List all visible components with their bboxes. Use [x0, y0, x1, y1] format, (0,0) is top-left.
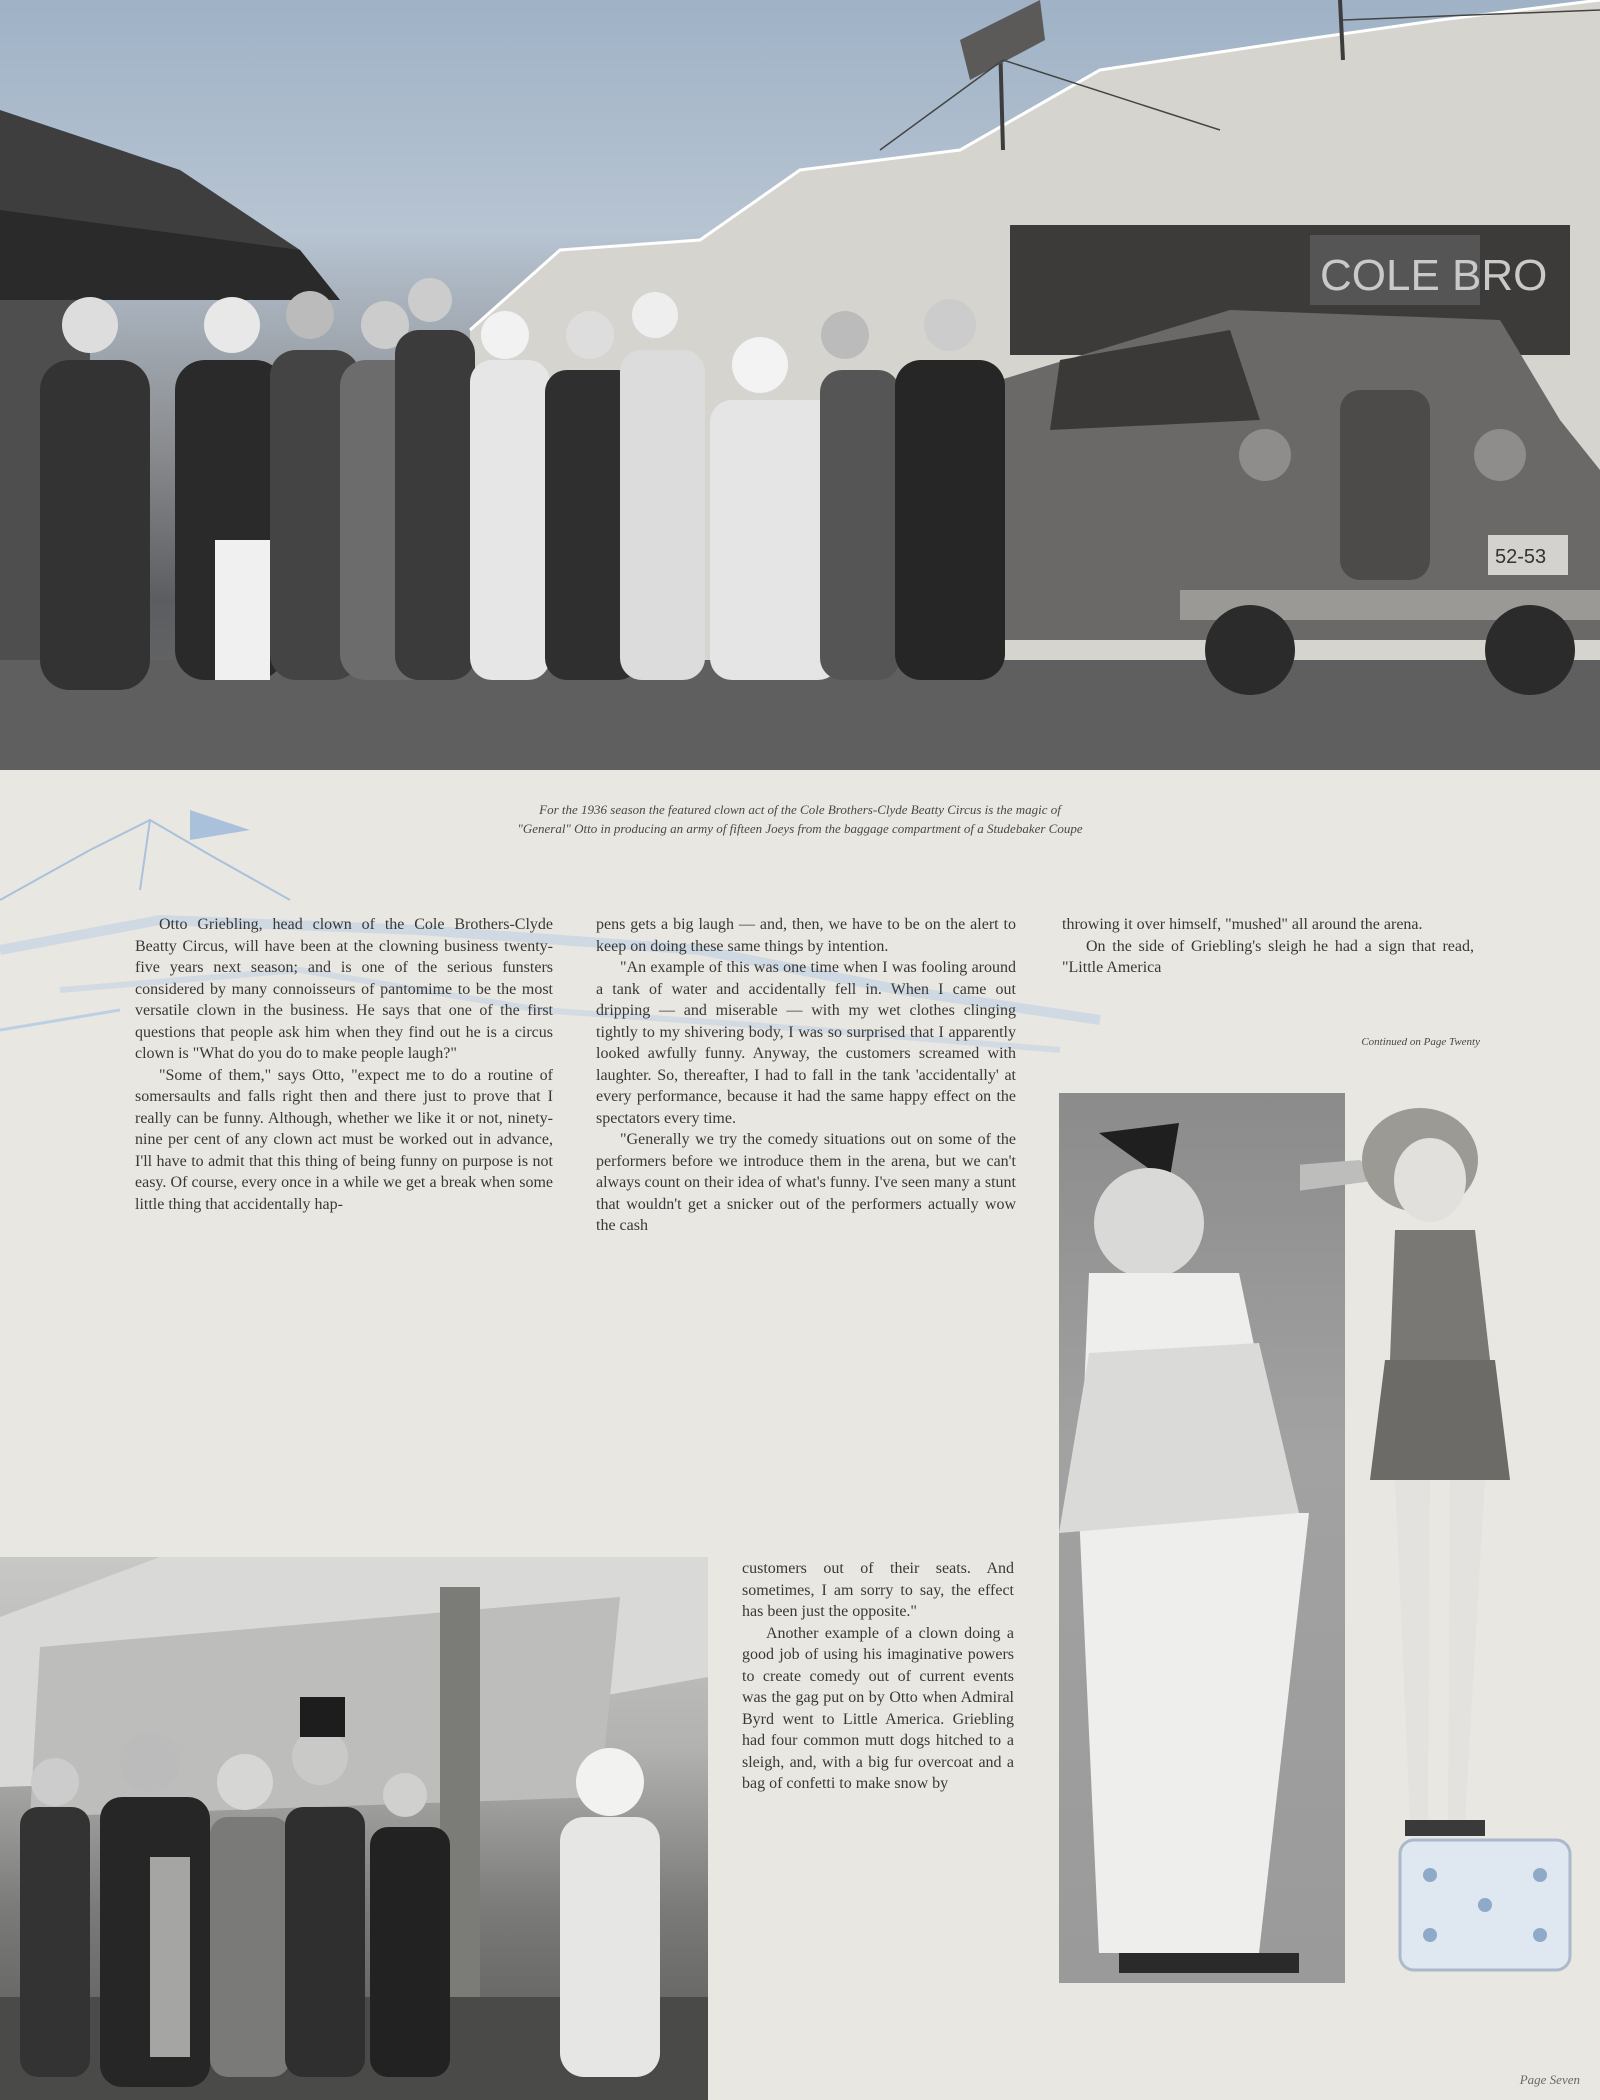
page-number: Page Seven: [1519, 2072, 1580, 2087]
bottom-left-photo-illustration: [0, 1557, 708, 2100]
paragraph: "An example of this was one time when I was fooling around a tank of water and accidentally fell in. When I came out dripping — and miserable — with my wet clothes clinging tightly to my shivering body, I was so surprised that I apparently looked awfully funny. Anyway, the customers screamed with laughter. So, thereafter, I had to fall in the tank 'accidentally' at every performance, because it had the same happy effect on the spectators every time.: [596, 959, 1016, 1127]
paragraph: Otto Griebling, head clown of the Cole Brothers-Clyde Beatty Circus, will have been at the clowning business twenty-five years next season; and is one of the serious funsters considered by many connoisseurs of pantomime to be the most versatile clown in the business. He says that one of the first questions that people ask him when they find out he is a circus clown is "What do you do to make people laugh?": [135, 916, 553, 1062]
paragraph: customers out of their seats. And sometimes, I am sorry to say, the effect has been just the opposite.": [742, 1560, 1014, 1620]
bottom-left-photo-clowns: [0, 1557, 708, 2100]
license-plate: 52-53: [1495, 546, 1547, 568]
paragraph: pens gets a big laugh — and, then, we have to be on the alert to keep on doing these same things by intention.: [596, 916, 1016, 955]
article-column-2-continued: [742, 1558, 1014, 1795]
truck-lettering: COLE BRO: [1320, 251, 1548, 300]
top-photo-clowns-and-truck: [0, 0, 1600, 770]
article-column-2: [596, 914, 1016, 1237]
article-column-3: [1062, 914, 1474, 979]
woman-with-trumpet: [1300, 1060, 1600, 1980]
paragraph: On the side of Griebling's sleigh he had a sign that read, "Little America: [1062, 937, 1474, 976]
paragraph: Another example of a clown doing a good job of using his imaginative powers to create comedy out of current events was the gag put on by Otto when Admiral Byrd went to Little America. Griebling had four common mutt dogs hitched to a sleigh, and, with a big fur overcoat and a bag of confetti to make snow by: [742, 1624, 1014, 1792]
caption-line-2: "General" Otto in producing an army of fifteen Joeys from the baggage compartment of a Studebaker Coupe: [517, 821, 1083, 836]
clown-figures: [40, 278, 1005, 690]
photo-caption: [260, 800, 1340, 838]
paragraph: "Some of them," says Otto, "expect me to do a routine of somersaults and falls right then and there just to prove that I really can be funny. Although, whether we like it or not, ninety-nine per cent of any clown act must be worked out in advance, I'll have to admit that this thing of being funny on purpose is not easy. Of course, every once in a while we get a break when some little thing that accidentally hap-: [135, 1066, 553, 1213]
top-photo-illustration: [0, 0, 1600, 770]
caption-line-1: For the 1936 season the featured clown act of the Cole Brothers-Clyde Beatty Circus is the magic of: [539, 802, 1061, 817]
paragraph: throwing it over himself, "mushed" all around the arena.: [1062, 916, 1423, 933]
continued-note: Continued on Page Twenty: [1361, 1036, 1480, 1048]
paragraph: "Generally we try the comedy situations out on some of the performers before we introduce them in the arena, but we can't always count on their idea of what's funny. I've seen many a stunt that wouldn't get a snicker out of the performers actually wow the cash: [596, 1131, 1016, 1234]
article-column-1: [135, 914, 553, 1215]
